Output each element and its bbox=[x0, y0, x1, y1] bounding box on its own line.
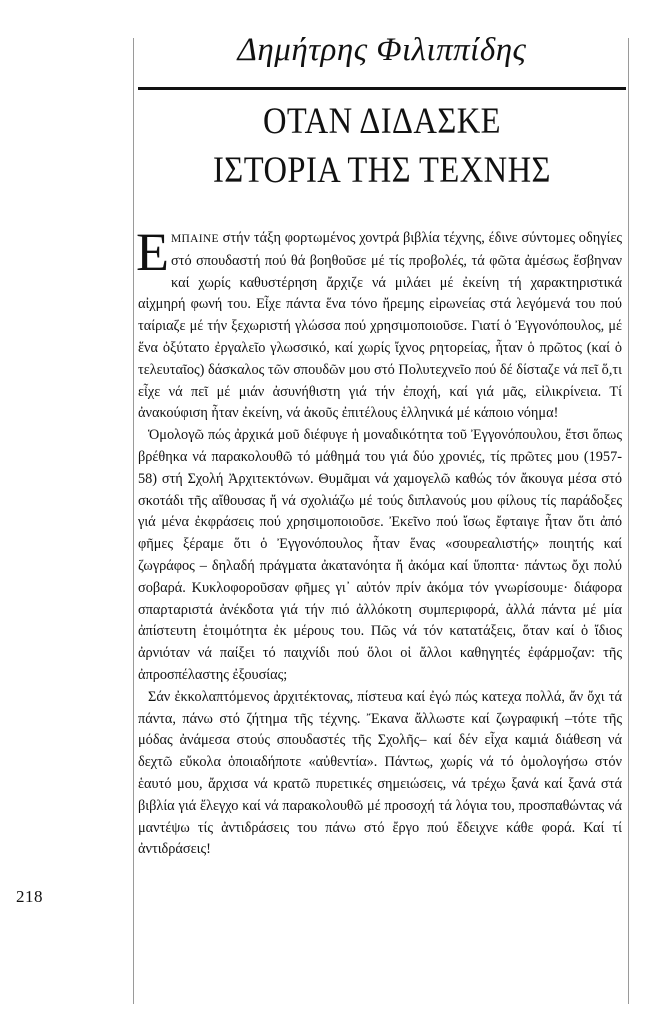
article-title bbox=[138, 97, 626, 195]
title-line-2: ΙΣΤΟΡΙΑ ΤΗΣ ΤΕΧΝΗΣ bbox=[213, 150, 551, 191]
author-name: Δημήτρης Φιλιππίδης bbox=[237, 32, 527, 68]
header-rule bbox=[138, 87, 626, 90]
paragraph-3: Σάν ἐκκολαπτόμενος ἀρχιτέκτονας, πίστευα καί ἐγώ πώς κατεχα πολλά, ἄν ὄχι τά πάντα, πάνω στό ζήτημα τῆς τέχνης. Ἔκανα ἄλλωστε καί ζωγραφική –τότε τῆς μόδας ἀνάμεσα στούς σπουδαστές τῆς Σχολῆς– καί δέν εἶχα καμιά διάθεση νά δεχτῶ εὔκολα ὁποιαδήποτε «αὐθεντία». Πάντως, χωρίς νά τό ὁμολογήσω στόν ἑαυτό μου, ἄρχισα νά κρατῶ πυρετικές σημειώσεις, νά τρέχω ξανά καί ξανά στά βιβλία γιά ἔλεγχο καί νά παρακολουθῶ μέ προσοχή τά λόγια του, προσπαθώντας νά μαντέψω τίς ἀντιδράσεις του πάνω στό ἔργο πού ἔδειχνε κάθε φορά. Καί τί ἀντιδράσεις! bbox=[138, 688, 622, 858]
drop-cap: Ε bbox=[136, 222, 169, 282]
title-line-1: ΟΤΑΝ ΔΙΔΑΣΚΕ bbox=[262, 101, 502, 142]
paragraph-2: Ὁμολογῶ πώς ἀρχικά μοῦ διέφυγε ἡ μοναδικότητα τοῦ Ἐγγονόπουλου, ἔτσι ὅπως βρέθηκα νά παρακολουθῶ τό μάθημά του γιά δύο χρονιές, τίς πρῶτες μου (1957-58) στή Σχολή Ἀρχιτεκτόνων. Θυμᾶμαι νά χαμογελῶ καθώς τόν ἄκουγα μέσα στό σκοτάδι τῆς αἴθουσας ἤ νά σχολιάζω μέ τούς διπλανούς μου φίλους τίς παράδοξες γιά μένα ἐκφράσεις πού χρησιμοποιοῦσε. Ἐκεῖνο πού ἴσως ἔφταιγε ἦταν ὅτι ἀπό φῆμες ξέραμε ὅτι ὁ Ἐγγονόπουλος ἦταν ἕνας «σουρεαλιστής» ποιητής καί ζωγράφος – δηλαδή πράγματα ἀκατανόητα ἤ ἀκόμα καί ὕποπτα· πάντως ὄχι πολύ σοβαρά. Κυκλοφοροῦσαν φῆμες γι᾿ αὐτόν πρίν ἀκόμα τόν γνωρίσουμε· διάφορα σπαρταριστά ἀνέκδοτα γιά τήν πιό ἀλλόκοτη συμπεριφορά, ἀλλά πάντα μέ μία ἀπίστευτη ἑτοιμότητα ἐκ μέρους του. Πῶς νά τόν κατατάξεις, ὅταν καί ὁ ἴδιος ἀρνιόταν νά παίξει τό παιχνίδι πού ὅλοι οἱ ἄλλοι καθηγητές ἐφάρμοζαν: τῆς ἀπροσπέλαστης ἐξουσίας; bbox=[138, 427, 622, 683]
page-number: 218 bbox=[16, 887, 43, 906]
left-margin-rule bbox=[133, 38, 134, 1004]
paragraph-1-text: στήν τάξη φορτωμένος χοντρά βιβλία τέχνης, έδινε σύντομες οδηγίες στό σπουδαστή πού θά βοηθοῦσε μέ τίς προβολές, τά φῶτα ἀμέσως ἔσβηναν καί χωρίς καθυστέρηση ἄρχιζε νά μιλάει μέ ἐκείνη τή χαρακτηριστικά αἰχμηρή φωνή του. Εἶχε πάντα ἕνα τόνο ἤρεμης εἰρωνείας στά λεγόμενά του πού ταίριαζε μέ τήν ξεχωριστή γλώσσα πού χρησιμοποιοῦσε. Γιατί ὁ Ἐγγονόπουλος, μέ ἕνα ὀξύτατο ἐργαλεῖο γλωσσικό, καί χωρίς ἴχνος ρητορείας, ἦταν ὁ πρῶτος (καί ὁ τελευταῖος) δάσκαλος τῶν σπουδῶν μου στό Πολυτεχνεῖο πού δέ δίσταζε νά πεῖ ὅ,τι εἶχε νά πεῖ μέ μιάν ἀσυνήθιστη γιά τήν ἐποχή, καί γιά μᾶς, εἰλικρίνεια. Τί ἀνακούφιση ἦταν ἐκείνη, νά ἀκοῦς ἐπιτέλους ἑλληνικά μέ κάποιο νόημα! bbox=[138, 230, 622, 422]
paragraph-1 bbox=[136, 222, 622, 425]
first-word-smallcaps: ΜΠΑΙΝΕ bbox=[171, 233, 219, 245]
article-body bbox=[136, 222, 622, 861]
right-margin-rule bbox=[628, 38, 629, 1004]
